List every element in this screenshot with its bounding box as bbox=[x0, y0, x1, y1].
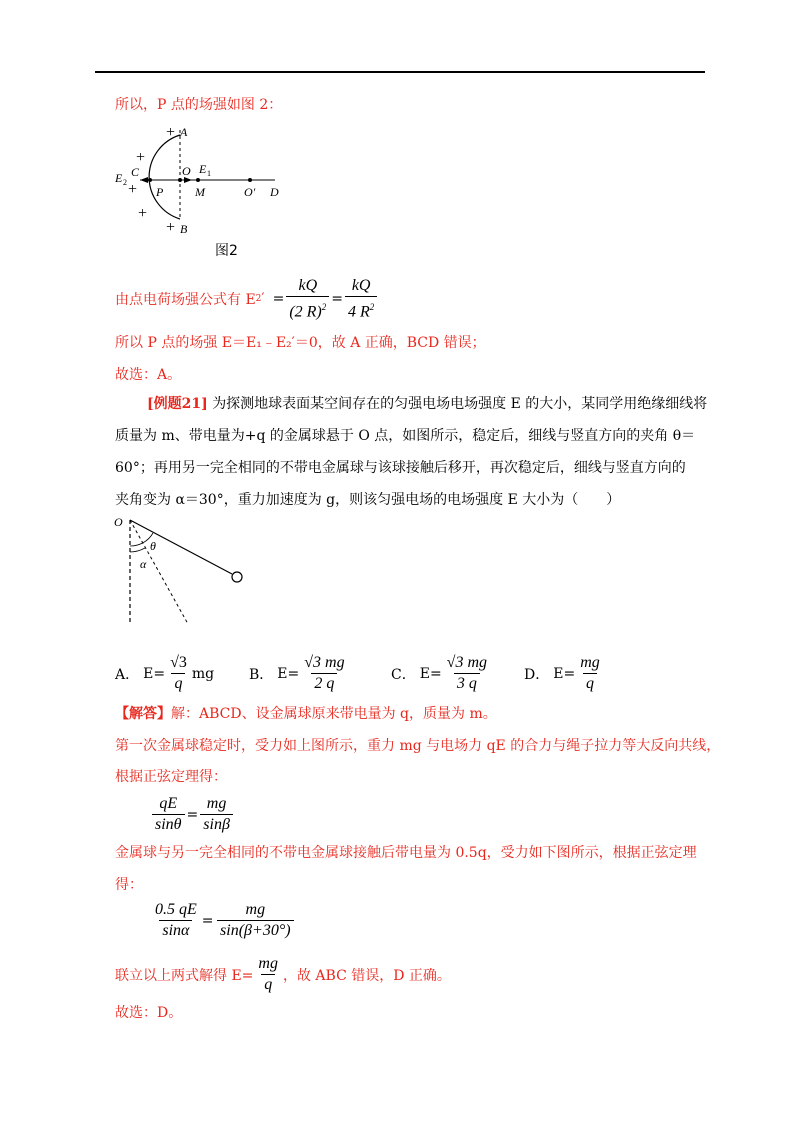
eq1-num1: qE bbox=[159, 795, 178, 812]
plus-sign: + bbox=[166, 219, 176, 236]
label-e1-sub: 1 bbox=[207, 169, 211, 178]
option-b-num: √3 mg bbox=[304, 654, 345, 671]
label-p: P bbox=[156, 185, 164, 199]
label-e1: E bbox=[199, 162, 207, 176]
eq2-frac-left bbox=[152, 900, 200, 941]
example-line-3: 60°；再用另一完全相同的不带电金属球与该球接触后移开，再次稳定后，细线与竖直方向的 bbox=[115, 460, 686, 476]
label-d: D bbox=[270, 185, 279, 199]
option-c-letter: C． bbox=[391, 666, 416, 683]
label-o: O bbox=[182, 164, 191, 178]
e2-arrow-icon bbox=[140, 177, 148, 183]
solution-tag: 【解答】 bbox=[115, 706, 171, 722]
solution-line-6 bbox=[115, 954, 451, 995]
formula-frac1-den-text: (2 R) bbox=[289, 303, 322, 321]
option-d-num: mg bbox=[580, 654, 600, 671]
label-e2: E bbox=[115, 171, 123, 185]
formula-eq2: = bbox=[331, 291, 343, 308]
formula-e2-prime: ′ bbox=[261, 291, 265, 308]
eq1-frac-right bbox=[200, 794, 233, 835]
option-c-prefix: E= bbox=[419, 665, 442, 682]
example-line-4: 夹角变为 α＝30°，重力加速度为 g，则该匀强电场的电场强度 E 大小为（ ） bbox=[115, 492, 621, 508]
formula-frac1-den bbox=[286, 296, 329, 322]
formula-frac2-exp: 2 bbox=[369, 302, 375, 312]
semicircle-arc bbox=[149, 135, 180, 219]
solution-line-2: 第一次金属球稳定时，受力如上图所示，重力 mg 与电场力 qE 的合力与绳子拉力等大反向共线， bbox=[115, 738, 721, 754]
eq2-den1: sinα bbox=[159, 920, 192, 941]
solution-result-frac bbox=[255, 954, 281, 995]
formula-eq1: = bbox=[272, 291, 285, 308]
example-line-2: 质量为 m、带电量为+q 的金属球悬于 O 点，如图所示，稳定后，细线与竖直方向的夹角 θ＝ bbox=[115, 428, 696, 444]
answer-previous: 故选：A。 bbox=[115, 367, 182, 383]
option-c[interactable] bbox=[391, 653, 492, 694]
metal-ball bbox=[232, 572, 242, 582]
label-o-prime: O′ bbox=[244, 185, 256, 199]
header-rule bbox=[95, 71, 705, 73]
option-b-frac bbox=[301, 653, 347, 694]
option-a-num: √3 bbox=[170, 654, 187, 671]
formula-frac2-den bbox=[345, 296, 377, 322]
label-theta: θ bbox=[150, 539, 156, 553]
plus-sign: + bbox=[136, 149, 146, 166]
eq2-equals: = bbox=[201, 912, 214, 929]
eq1-den2: sinβ bbox=[200, 814, 233, 835]
formula-e2-line bbox=[115, 276, 379, 322]
plus-sign: + bbox=[138, 205, 148, 222]
label-m: M bbox=[195, 185, 205, 199]
eq1-den1: sinθ bbox=[152, 814, 185, 835]
formula-frac1 bbox=[286, 276, 329, 322]
eq1-frac-left bbox=[152, 794, 185, 835]
solution-line-4: 金属球与另一完全相同的不带电金属球接触后带电量为 0.5q，受力如下图所示，根据正弦定理 bbox=[115, 845, 697, 861]
option-a-frac bbox=[167, 653, 190, 694]
option-d-frac bbox=[577, 653, 603, 694]
formula-e2-prefix: 由点电荷场强公式有 E bbox=[115, 292, 256, 309]
plus-sign: + bbox=[128, 181, 138, 198]
label-e2-sub: 2 bbox=[123, 178, 127, 187]
formula-frac1-exp: 2 bbox=[321, 302, 327, 312]
option-c-den: 3 q bbox=[454, 673, 480, 694]
point-o bbox=[178, 178, 182, 182]
option-d[interactable] bbox=[524, 653, 605, 694]
eq2-frac-right bbox=[216, 900, 296, 941]
formula-frac1-num: kQ bbox=[298, 277, 318, 294]
option-a[interactable] bbox=[115, 653, 214, 694]
figure-2-diagram bbox=[110, 118, 295, 243]
answer-final: 故选：D。 bbox=[115, 1005, 183, 1021]
example-line-1 bbox=[147, 394, 707, 414]
equation-1 bbox=[150, 794, 235, 835]
plus-sign: + bbox=[166, 124, 176, 141]
eq2-num1: 0.5 qE bbox=[155, 901, 197, 918]
example-text-1: 为探测地球表面某空间存在的匀强电场电场强度 E 的大小，某同学用绝缘细线将 bbox=[212, 396, 708, 412]
option-a-den: q bbox=[171, 673, 185, 694]
formula-frac2 bbox=[345, 276, 377, 322]
solution-text-1: 解：ABCD、设金属球原来带电量为 q，质量为 m。 bbox=[171, 706, 497, 722]
solution-result-num: mg bbox=[258, 955, 278, 972]
option-d-prefix: E= bbox=[553, 665, 576, 682]
label-b: B bbox=[180, 222, 188, 236]
eq2-num2: mg bbox=[245, 901, 266, 918]
label-a: A bbox=[180, 125, 188, 139]
option-c-num: √3 mg bbox=[446, 654, 488, 671]
point-o-prime bbox=[248, 178, 252, 182]
text-line-conclusion: 所以 P 点的场强 E＝E₁﹣E₂′＝0，故 A 正确，BCD 错误； bbox=[115, 335, 486, 351]
solution-text-6-post: ，故 ABC 错误，D 正确。 bbox=[282, 967, 451, 984]
formula-e2-sub: 2 bbox=[255, 294, 262, 305]
eq1-equals: = bbox=[186, 806, 199, 823]
option-b-den: 2 q bbox=[311, 673, 337, 694]
option-b[interactable] bbox=[249, 653, 350, 694]
option-b-prefix: E= bbox=[277, 665, 300, 682]
option-a-prefix: E= bbox=[143, 665, 166, 682]
solution-result-den: q bbox=[261, 974, 275, 995]
option-d-den: q bbox=[583, 673, 597, 694]
label-c: C bbox=[131, 165, 140, 179]
eq1-num2: mg bbox=[206, 795, 227, 812]
solution-line-5: 得： bbox=[115, 877, 143, 893]
alpha-arc bbox=[130, 548, 145, 552]
solution-text-6-pre: 联立以上两式解得 E= bbox=[115, 967, 254, 984]
option-a-letter: A． bbox=[115, 666, 140, 683]
formula-frac2-num: kQ bbox=[351, 277, 371, 294]
example-tag: [例题21] bbox=[147, 396, 208, 412]
option-c-frac bbox=[444, 653, 490, 694]
point-c bbox=[148, 178, 152, 182]
label-alpha: α bbox=[140, 557, 147, 571]
figure-2-caption: 图2 bbox=[215, 243, 238, 259]
eq2-den2: sin(β+30°) bbox=[217, 920, 294, 941]
solution-line-1 bbox=[115, 704, 497, 724]
option-d-letter: D． bbox=[524, 666, 550, 683]
text-line-fig2-intro: 所以，P 点的场强如图 2： bbox=[115, 97, 283, 113]
option-b-letter: B． bbox=[249, 666, 274, 683]
equation-2 bbox=[150, 900, 297, 941]
option-a-suffix: mg bbox=[191, 665, 215, 682]
solution-line-3: 根据正弦定理得： bbox=[115, 769, 227, 785]
formula-frac2-den-text: 4 R bbox=[348, 303, 370, 321]
label-o-pendulum: O bbox=[114, 515, 123, 529]
point-m bbox=[196, 178, 200, 182]
pendulum-diagram bbox=[112, 512, 252, 630]
